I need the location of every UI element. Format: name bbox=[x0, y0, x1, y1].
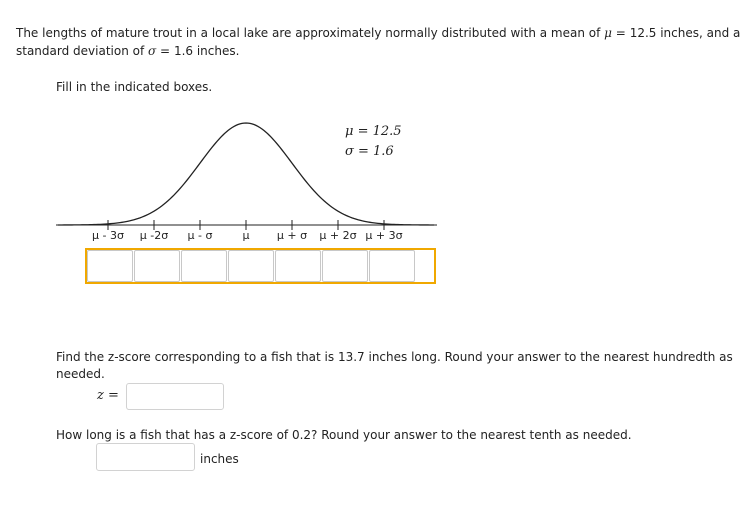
unit-label: inches bbox=[200, 452, 239, 466]
question-2-text: How long is a fish that has a z-score of 0.2? Round your answer to the nearest tenth as needed. bbox=[56, 428, 632, 442]
graph-answer-box[interactable] bbox=[369, 250, 415, 282]
mu-symbol: μ bbox=[604, 26, 612, 40]
tick-label: μ -2σ bbox=[139, 229, 169, 242]
graph-answer-box[interactable] bbox=[181, 250, 227, 282]
graph-answer-box[interactable] bbox=[87, 250, 133, 282]
instruction-text: Fill in the indicated boxes. bbox=[56, 80, 213, 94]
problem-line-1: The lengths of mature trout in a local lake are approximately normally distributed with a mean of μ = 12.5 inches, and a bbox=[16, 26, 741, 40]
legend-mu: μ = 12.5 bbox=[345, 124, 402, 139]
tick-label: μ + 2σ bbox=[319, 229, 357, 242]
graph-answer-box[interactable] bbox=[275, 250, 321, 282]
graph-answer-box[interactable] bbox=[322, 250, 368, 282]
tick-label: μ - 3σ bbox=[92, 229, 124, 242]
mean-value: 12.5 bbox=[629, 26, 657, 40]
tick-label: μ + 3σ bbox=[365, 229, 403, 242]
graph-answer-box[interactable] bbox=[134, 250, 180, 282]
z-label: z = bbox=[97, 388, 119, 403]
graph-legend bbox=[345, 122, 402, 162]
question-1-line-2: needed. bbox=[56, 367, 105, 381]
graph-answer-box[interactable] bbox=[228, 250, 274, 282]
legend-sigma: σ = 1.6 bbox=[345, 144, 394, 159]
z-score-input[interactable] bbox=[126, 383, 224, 410]
sd-value: 1.6 bbox=[173, 44, 194, 58]
fish-length-input[interactable] bbox=[96, 443, 195, 471]
problem-line-2: standard deviation of σ = 1.6 inches. bbox=[16, 44, 240, 58]
tick-label: μ - σ bbox=[187, 229, 213, 242]
question-1-line-1: Find the z-score corresponding to a fish that is 13.7 inches long. Round your answer to the nearest hundredth as bbox=[56, 350, 733, 364]
tick-label: μ + σ bbox=[276, 229, 308, 242]
sigma-symbol: σ bbox=[148, 44, 157, 58]
tick-label: μ bbox=[242, 229, 250, 242]
